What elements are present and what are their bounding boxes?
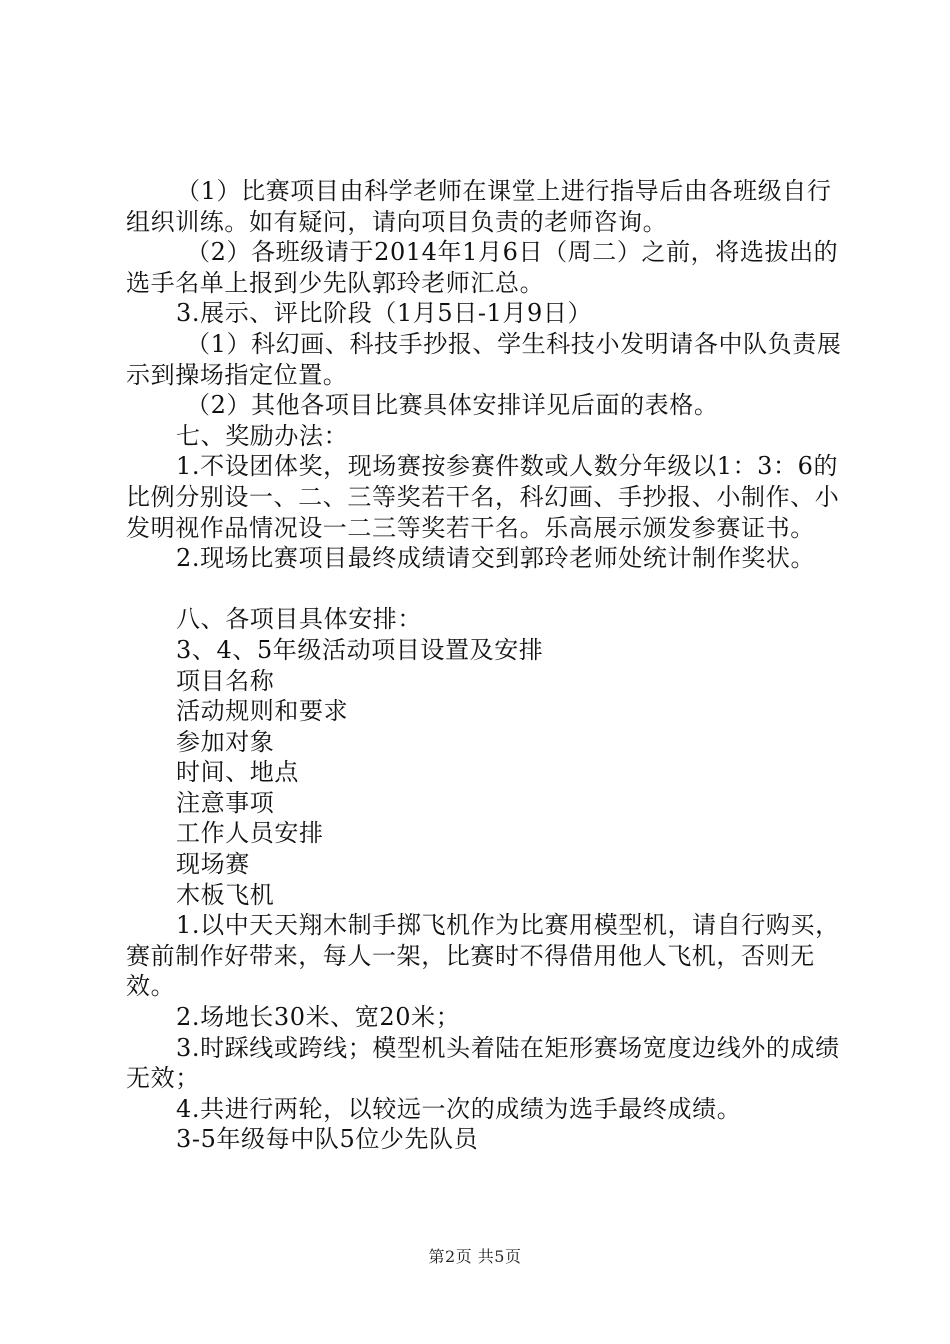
section-heading-8: 八、各项目具体安排： — [176, 605, 422, 634]
rule-1: 1.以中天天翔木制手掷飞机作为比赛用模型机，请自行购买，赛前制作好带来，每人一架，比赛时不得借用他人飞机，否则无效。 — [126, 911, 840, 1001]
table-header-rules: 活动规则和要求 — [176, 697, 349, 726]
page-number-footer: 第2页 共5页 — [428, 1247, 522, 1266]
paragraph-3: 3.展示、评比阶段（1月5日-1月9日） — [176, 299, 593, 328]
paragraph-5: （2）其他各项目比赛具体安排详见后面的表格。 — [186, 391, 719, 420]
paragraph-1: （1）比赛项目由科学老师在课堂上进行指导后由各班级自行组织训练。如有疑问，请向项目负责的老师咨询。 — [126, 177, 832, 236]
paragraph-8: 2.现场比赛项目最终成绩请交到郭玲老师处统计制作奖状。 — [176, 544, 816, 573]
table-header-notes: 注意事项 — [176, 788, 275, 817]
table-cell-wood-plane: 木板飞机 — [176, 880, 275, 909]
paragraph-2: （2）各班级请于2014年1月6日（周二）之前，将选拔出的选手名单上报到少先队郭玲老师汇总。 — [126, 238, 839, 297]
paragraph-4: （1）科幻画、科技手抄报、学生科技小发明请各中队负责展示到操场指定位置。 — [126, 329, 842, 389]
rule-4: 4.共进行两轮，以较远一次的成绩为选手最终成绩。 — [176, 1094, 742, 1123]
participants-cell: 3-5年级每中队5位少先队员 — [176, 1125, 479, 1154]
rule-3: 3.时踩线或跨线；模型机头着陆在矩形赛场宽度边线外的成绩无效； — [126, 1033, 840, 1093]
paragraph-7: 1.不设团体奖，现场赛按参赛件数或人数分年级以1：3：6的比例分别设一、二、三等奖若干名，科幻画、手抄报、小制作、小发明视作品情况设一二三等奖若干名。乐高展示颁发参赛证书。 — [126, 452, 840, 542]
table-header-project-name: 项目名称 — [176, 666, 275, 695]
table-header-participants: 参加对象 — [176, 727, 275, 756]
section-heading-7: 七、奖励办法： — [176, 421, 349, 450]
rule-2: 2.场地长30米、宽20米； — [176, 1003, 461, 1032]
document-body — [126, 176, 846, 1155]
table-header-staff: 工作人员安排 — [176, 819, 324, 848]
table-cell-onsite: 现场赛 — [176, 850, 250, 879]
table-header-time-place: 时间、地点 — [176, 758, 299, 787]
table-title: 3、4、5年级活动项目设置及安排 — [176, 635, 544, 664]
